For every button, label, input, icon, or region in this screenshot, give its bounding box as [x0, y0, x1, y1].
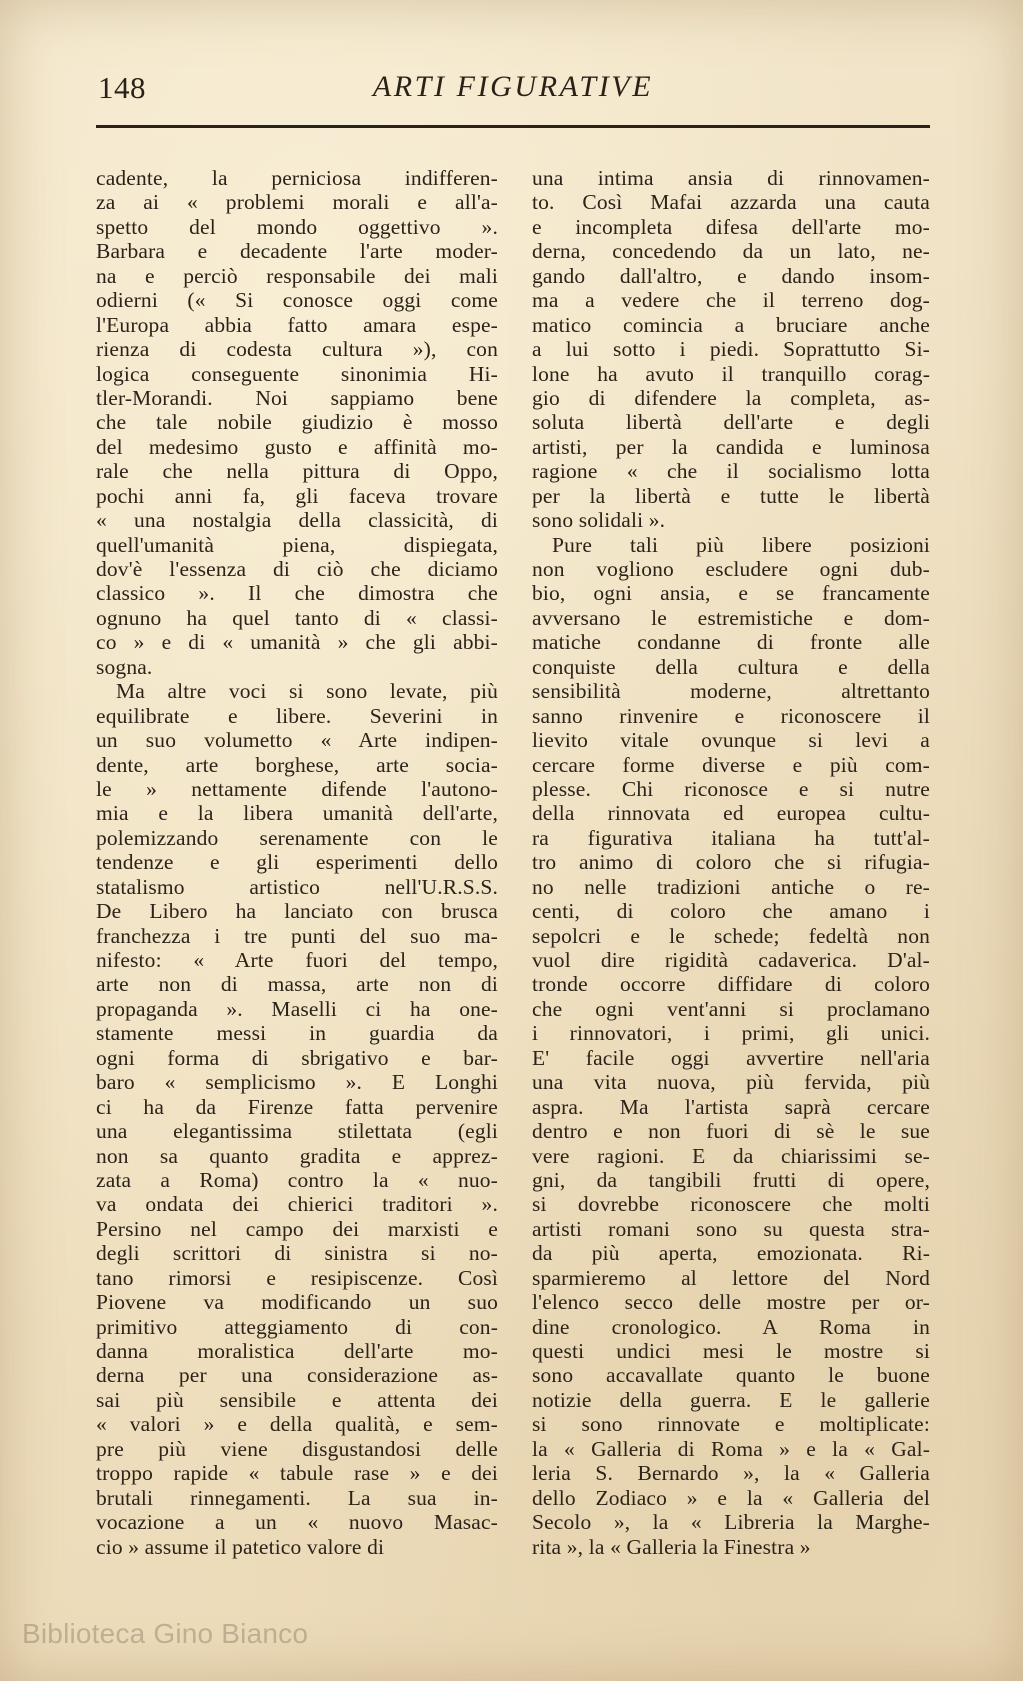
text-line: plesse. Chi riconosce e si nutre	[532, 776, 930, 801]
text-line: Pure tali più libere posizioni	[552, 532, 930, 557]
text-line: va ondata dei chierici traditori ».	[96, 1192, 498, 1217]
text-line: sepolcri e le schede; fedeltà non	[532, 923, 930, 948]
text-line: ragione « che il socialismo lotta	[532, 459, 930, 484]
text-column-right	[532, 166, 930, 1559]
text-line: matico comincia a bruciare anche	[532, 312, 930, 337]
text-line: del medesimo gusto e affinità mo-	[96, 434, 498, 459]
text-line: dentro e non fuori di sè le sue	[532, 1119, 930, 1144]
text-line: vocazione a un « nuovo Masac-	[96, 1510, 498, 1535]
text-line: l'Europa abbia fatto amara espe-	[96, 312, 498, 337]
text-line: gio di difendere la completa, as-	[532, 385, 930, 410]
text-line: pre più viene disgustandosi delle	[96, 1436, 498, 1461]
text-line: sensibilità moderne, altrettanto	[532, 679, 930, 704]
text-line: l'elenco secco delle mostre per or-	[532, 1290, 930, 1315]
text-line: arte non di massa, arte non di	[96, 972, 498, 997]
text-line: equilibrate e libere. Severini in	[96, 703, 498, 728]
text-line: no nelle tradizioni antiche o re-	[532, 874, 930, 899]
text-line: quell'umanità piena, dispiegata,	[96, 532, 498, 557]
text-line: bio, ogni ansia, e se francamente	[532, 581, 930, 606]
text-line: gando dall'altro, e dando insom-	[532, 263, 930, 288]
text-line: sparmieremo al lettore del Nord	[532, 1265, 930, 1290]
text-line: cercare forme diverse e più com-	[532, 752, 930, 777]
text-line: sogna.	[96, 654, 153, 679]
text-line: lievito vitale ovunque si levi a	[532, 728, 930, 753]
text-line: una vita nuova, più fervida, più	[532, 1070, 930, 1095]
text-line: un suo volumetto « Arte indipen-	[96, 728, 498, 753]
text-line: « una nostalgia della classicità, di	[96, 508, 498, 533]
text-line: questi undici mesi le mostre si	[532, 1339, 930, 1363]
text-line: gni, da tangibili frutti di opere,	[532, 1167, 930, 1192]
text-line: brutali rinnegamenti. La sua in-	[96, 1485, 498, 1510]
text-line: spetto del mondo oggettivo ».	[96, 214, 498, 239]
text-line: dov'è l'essenza di ciò che diciamo	[96, 557, 498, 581]
running-title: ARTI FIGURATIVE	[372, 70, 654, 103]
text-line: ogni forma di sbrigativo e bar-	[96, 1045, 498, 1070]
text-line: non sa quanto gradita e apprez-	[96, 1143, 498, 1168]
text-line: ra figurativa italiana ha tutt'al-	[532, 825, 930, 850]
page-number: 148	[98, 70, 146, 105]
text-line: odierni (« Si conosce oggi come	[96, 288, 498, 313]
text-line: cadente, la perniciosa indifferen-	[96, 166, 498, 190]
text-line: si dovrebbe riconoscere che molti	[532, 1192, 930, 1217]
text-line: Piovene va modificando un suo	[96, 1290, 498, 1315]
text-line: Secolo », la « Libreria la Marghe-	[532, 1510, 930, 1535]
text-line: notizie della guerra. E le gallerie	[532, 1387, 930, 1412]
text-line: sanno rinvenire e riconoscere il	[532, 703, 930, 728]
header-rule	[96, 125, 930, 128]
text-line: troppo rapide « tabule rase » e dei	[96, 1461, 498, 1486]
text-line: che ogni vent'anni si proclamano	[532, 996, 930, 1021]
text-line: tro animo di coloro che si rifugia-	[532, 850, 930, 875]
text-line: tronde occorre diffidare di coloro	[532, 972, 930, 997]
page-header	[96, 66, 930, 114]
text-line: derna per una considerazione as-	[96, 1363, 498, 1388]
text-line: ognuno ha quel tanto di « classi-	[96, 605, 498, 630]
text-line: che tale nobile giudizio è mosso	[96, 410, 498, 435]
text-line: dente, arte borghese, arte socia-	[96, 752, 498, 777]
text-line: sono solidali ».	[532, 508, 666, 533]
text-line: aspra. Ma l'artista saprà cercare	[532, 1094, 930, 1119]
text-line: primitivo atteggiamento di con-	[96, 1314, 498, 1339]
text-line: soluta libertà dell'arte e degli	[532, 410, 930, 435]
text-line: rale che nella pittura di Oppo,	[96, 459, 498, 484]
text-line: co » e di « umanità » che gli abbi-	[96, 630, 498, 655]
text-line: De Libero ha lanciato con brusca	[96, 899, 498, 924]
text-line: classico ». Il che dimostra che	[96, 581, 498, 606]
text-line: centi, di coloro che amano i	[532, 899, 930, 924]
text-line: nifesto: « Arte fuori del tempo,	[96, 948, 498, 972]
text-line: matiche condanne di fronte alle	[532, 630, 930, 655]
watermark: Biblioteca Gino Bianco	[22, 1618, 309, 1649]
text-line: tendenze e gli esperimenti dello	[96, 850, 498, 875]
text-line: danna moralistica dell'arte mo-	[96, 1339, 498, 1363]
text-line: « valori » e della qualità, e sem-	[96, 1412, 498, 1437]
text-line: tano rimorsi e resipiscenze. Così	[96, 1265, 498, 1290]
text-line: sono accavallate quanto le buone	[532, 1363, 930, 1388]
text-line: to. Così Mafai azzarda una cauta	[532, 190, 930, 215]
text-line: una elegantissima stilettata (egli	[96, 1119, 498, 1144]
text-line: vuol dire rigidità cadaverica. D'al-	[532, 948, 930, 972]
text-line: conquiste della cultura e della	[532, 654, 930, 679]
text-line: dine cronologico. A Roma in	[532, 1314, 930, 1339]
text-line: derna, concedendo da un lato, ne-	[532, 239, 930, 264]
text-line: pochi anni fa, gli faceva trovare	[96, 483, 498, 508]
text-line: E' facile oggi avvertire nell'aria	[532, 1045, 930, 1070]
text-line: degli scrittori di sinistra si no-	[96, 1241, 498, 1266]
text-line: avversano le estremistiche e dom-	[532, 605, 930, 630]
text-line: baro « semplicismo ». E Longhi	[96, 1070, 498, 1095]
text-line: Ma altre voci si sono levate, più	[116, 679, 498, 704]
text-line: sai più sensibile e attenta dei	[96, 1387, 498, 1412]
text-line: della rinnovata ed europea cultu-	[532, 801, 930, 826]
text-line: logica conseguente sinonimia Hi-	[96, 361, 498, 386]
text-line: na e perciò responsabile dei mali	[96, 263, 498, 288]
text-line: leria S. Bernardo », la « Galleria	[532, 1461, 930, 1486]
text-line: la « Galleria di Roma » e la « Gal-	[532, 1436, 930, 1461]
text-line: rita », la « Galleria la Finestra »	[532, 1534, 811, 1559]
text-line: za ai « problemi morali e all'a-	[96, 190, 498, 215]
text-line: ci ha da Firenze fatta pervenire	[96, 1094, 498, 1119]
text-line: da più aperta, emozionata. Ri-	[532, 1241, 930, 1266]
text-line: vere ragioni. E da chiarissimi se-	[532, 1143, 930, 1168]
text-line: lone ha avuto il tranquillo corag-	[532, 361, 930, 386]
text-line: polemizzando serenamente con le	[96, 825, 498, 850]
text-line: una intima ansia di rinnovamen-	[532, 166, 930, 190]
text-line: rienza di codesta cultura »), con	[96, 337, 498, 362]
text-line: le » nettamente difende l'autono-	[96, 776, 498, 801]
text-line: franchezza i tre punti del suo ma-	[96, 923, 498, 948]
text-line: Barbara e decadente l'arte moder-	[96, 239, 498, 264]
text-line: cio » assume il patetico valore di	[96, 1534, 385, 1559]
text-line: statalismo artistico nell'U.R.S.S.	[96, 874, 498, 899]
text-column-left	[96, 166, 498, 1559]
text-line: e incompleta difesa dell'arte mo-	[532, 214, 930, 239]
text-line: artisti, per la candida e luminosa	[532, 434, 930, 459]
text-line: a lui sotto i piedi. Soprattutto Si-	[532, 337, 930, 362]
text-line: zata a Roma) contro la « nuo-	[96, 1167, 498, 1192]
text-line: per la libertà e tutte le libertà	[532, 483, 930, 508]
text-line: i rinnovatori, i primi, gli unici.	[532, 1021, 930, 1046]
text-line: si sono rinnovate e moltiplicate:	[532, 1412, 930, 1437]
text-line: artisti romani sono su questa stra-	[532, 1216, 930, 1241]
text-line: non vogliono escludere ogni dub-	[532, 557, 930, 581]
text-line: mia e la libera umanità dell'arte,	[96, 801, 498, 826]
text-line: propaganda ». Maselli ci ha one-	[96, 996, 498, 1021]
text-line: dello Zodiaco » e la « Galleria del	[532, 1485, 930, 1510]
text-line: ma a vedere che il terreno dog-	[532, 288, 930, 313]
text-line: Persino nel campo dei marxisti e	[96, 1216, 498, 1241]
text-line: tler-Morandi. Noi sappiamo bene	[96, 385, 498, 410]
text-line: stamente messi in guardia da	[96, 1021, 498, 1046]
